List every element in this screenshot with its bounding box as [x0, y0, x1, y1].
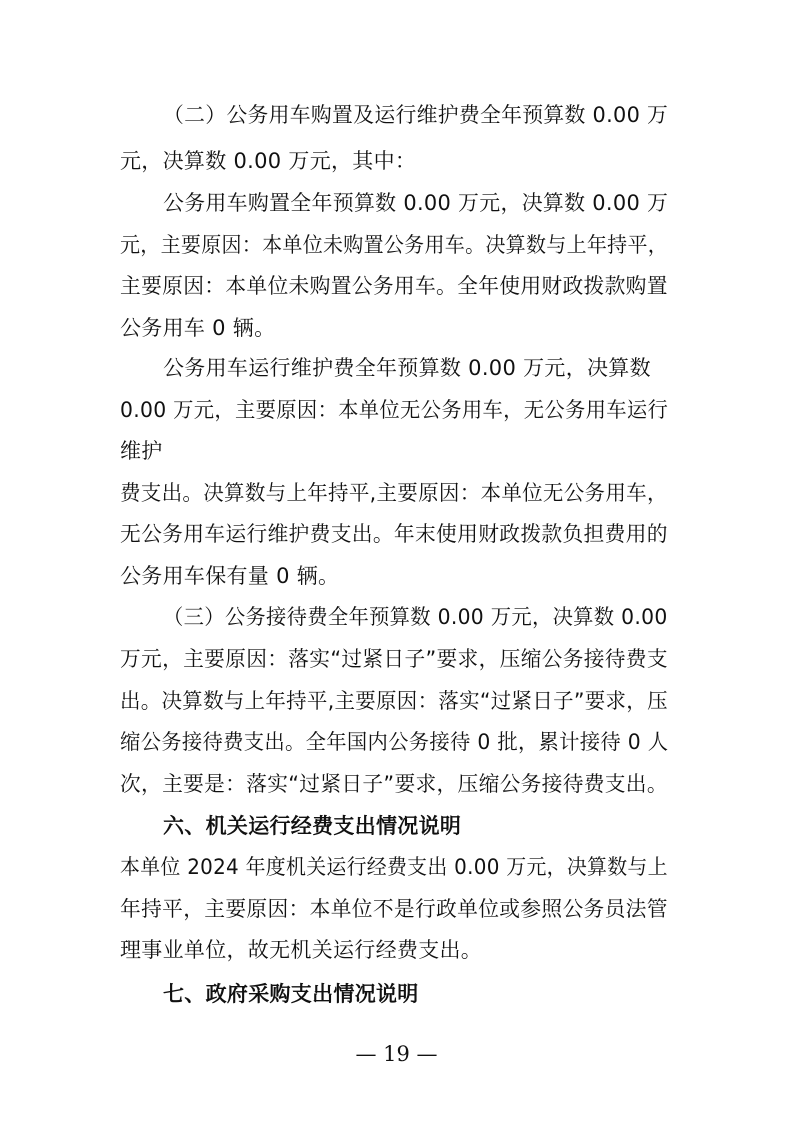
paragraph-line: 无公务用车运行维护费支出。年末使用财政拨款负担费用的	[120, 522, 668, 546]
paragraph-line: 维护	[120, 439, 163, 463]
paragraph-line: 元，决算数 0.00 万元，其中：	[120, 149, 417, 173]
paragraph-line: 公务用车保有量 0 辆。	[120, 564, 340, 588]
paragraph-line: 本单位 2024 年度机关运行经费支出 0.00 万元，决算数与上	[120, 855, 668, 879]
paragraph-line: 公务用车购置全年预算数 0.00 万元，决算数 0.00 万	[163, 191, 669, 215]
paragraph-line: （二）公务用车购置及运行维护费全年预算数 0.00 万	[163, 103, 669, 127]
paragraph-line: （三）公务接待费全年预算数 0.00 万元，决算数 0.00	[163, 605, 668, 629]
section-heading: 七、政府采购支出情况说明	[163, 982, 419, 1006]
section-heading: 六、机关运行经费支出情况说明	[163, 814, 462, 838]
paragraph-line: 公务用车 0 辆。	[120, 316, 276, 340]
paragraph-line: 万元，主要原因：落实“过紧日子”要求，压缩公务接待费支	[120, 647, 668, 671]
paragraph-line: 理事业单位，故无机关运行经费支出。	[120, 938, 483, 962]
paragraph-line: 出。决算数与上年持平,主要原因：落实“过紧日子”要求，压	[120, 689, 668, 713]
paragraph-line: 0.00 万元，主要原因：本单位无公务用车，无公务用车运行	[120, 398, 669, 422]
paragraph-line: 元，主要原因：本单位未购置公务用车。决算数与上年持平，	[120, 233, 669, 257]
page-number: — 19 —	[355, 1042, 438, 1066]
paragraph-line: 主要原因：本单位未购置公务用车。全年使用财政拨款购置	[120, 274, 668, 298]
paragraph-line: 费支出。决算数与上年持平,主要原因：本单位无公务用车，	[120, 481, 668, 505]
paragraph-line: 公务用车运行维护费全年预算数 0.00 万元，决算数	[163, 356, 651, 380]
paragraph-line: 次，主要是：落实“过紧日子”要求，压缩公务接待费支出。	[120, 772, 668, 796]
paragraph-line: 缩公务接待费支出。全年国内公务接待 0 批，累计接待 0 人	[120, 730, 669, 754]
paragraph-line: 年持平，主要原因：本单位不是行政单位或参照公务员法管	[120, 897, 668, 921]
